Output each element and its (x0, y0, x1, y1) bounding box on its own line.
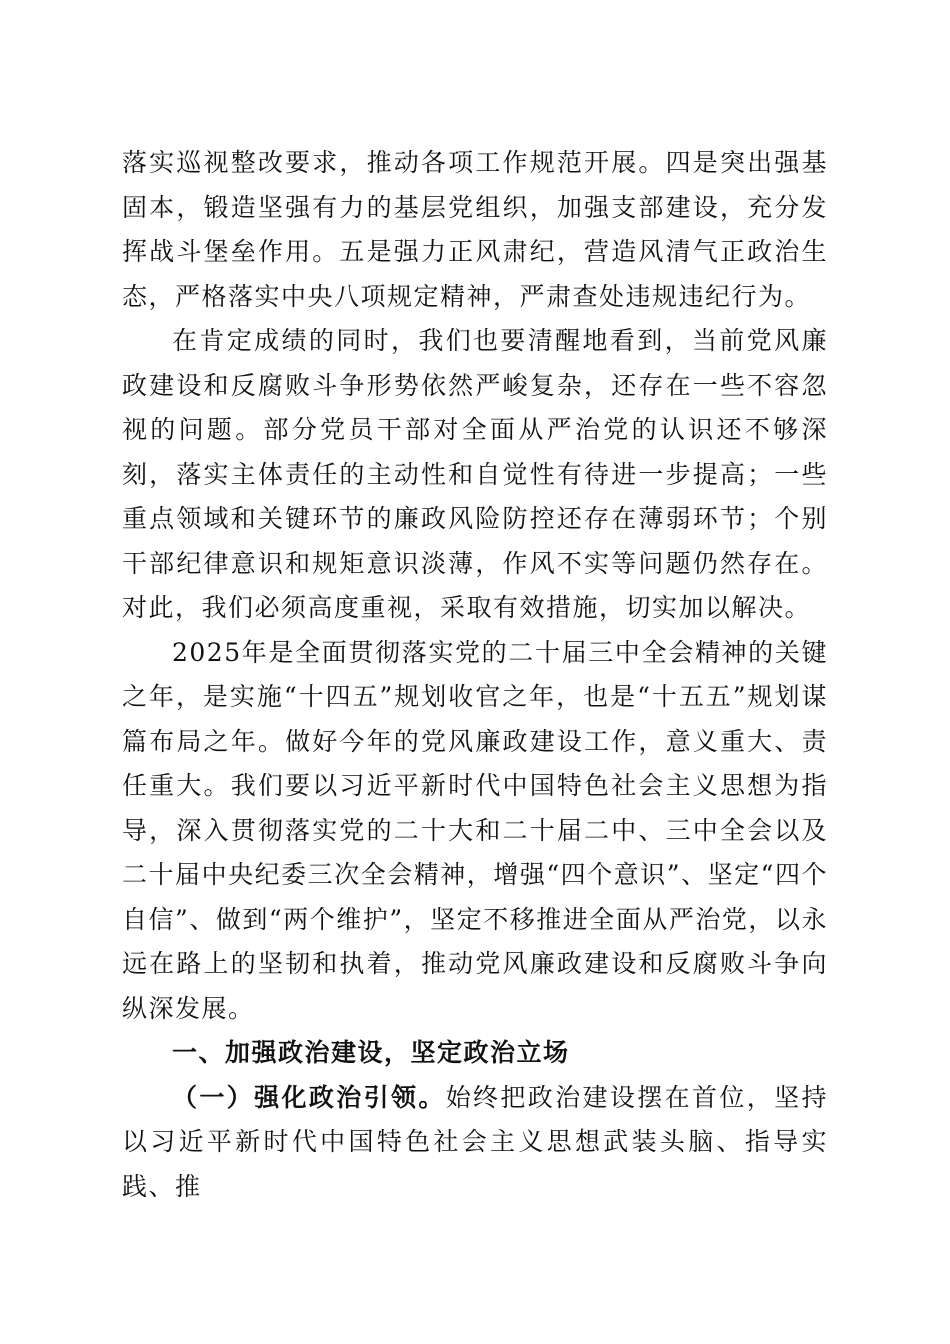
section-heading: 一、加强政治建设，坚定政治立场 (172, 1038, 570, 1067)
subsection-lead: （一）强化政治引领。 (172, 1082, 446, 1112)
document-body (122, 141, 828, 1209)
subsection-text: 始终把政治建设摆在首位，坚持以习近平新时代中国特色社会主义思想武装头脑、指导实践、推 (122, 1082, 828, 1201)
paragraph-2025-goals: 2025年是全面贯彻落实党的二十届三中全会精神的关键之年，是实施“十四五”规划收官之年，也是“十五五”规划谋篇布局之年。做好今年的党风廉政建设工作，意义重大、责任重大。我们要以习近平新时代中国特色社会主义思想为指导，深入贯彻落实党的二十大和二十届二中、三中全会以及二十届中央纪委三次全会精神，增强“四个意识”、坚定“四个自信”、做到“两个维护”，坚定不移推进全面从严治党，以永远在路上的坚韧和执着，推动党风廉政建设和反腐败斗争向纵深发展。 (122, 637, 828, 1023)
paragraph-political-leadership (122, 1076, 828, 1210)
paragraph-problems: 在肯定成绩的同时，我们也要清醒地看到，当前党风廉政建设和反腐败斗争形势依然严峻复杂，还存在一些不容忽视的问题。部分党员干部对全面从严治党的认识还不够深刻，落实主体责任的主动性和自觉性有待进一步提高；一些重点领域和关键环节的廉政风险防控还存在薄弱环节；个别干部纪律意识和规矩意识淡薄，作风不实等问题仍然存在。对此，我们必须高度重视，采取有效措施，切实加以解决。 (122, 326, 828, 622)
paragraph-continuation: 落实巡视整改要求，推动各项工作规范开展。四是突出强基固本，锻造坚强有力的基层党组织，加强支部建设，充分发挥战斗堡垒作用。五是强力正风肃纪，营造风清气正政治生态，严格落实中央八项规定精神，严肃查处违规违纪行为。 (122, 148, 828, 311)
